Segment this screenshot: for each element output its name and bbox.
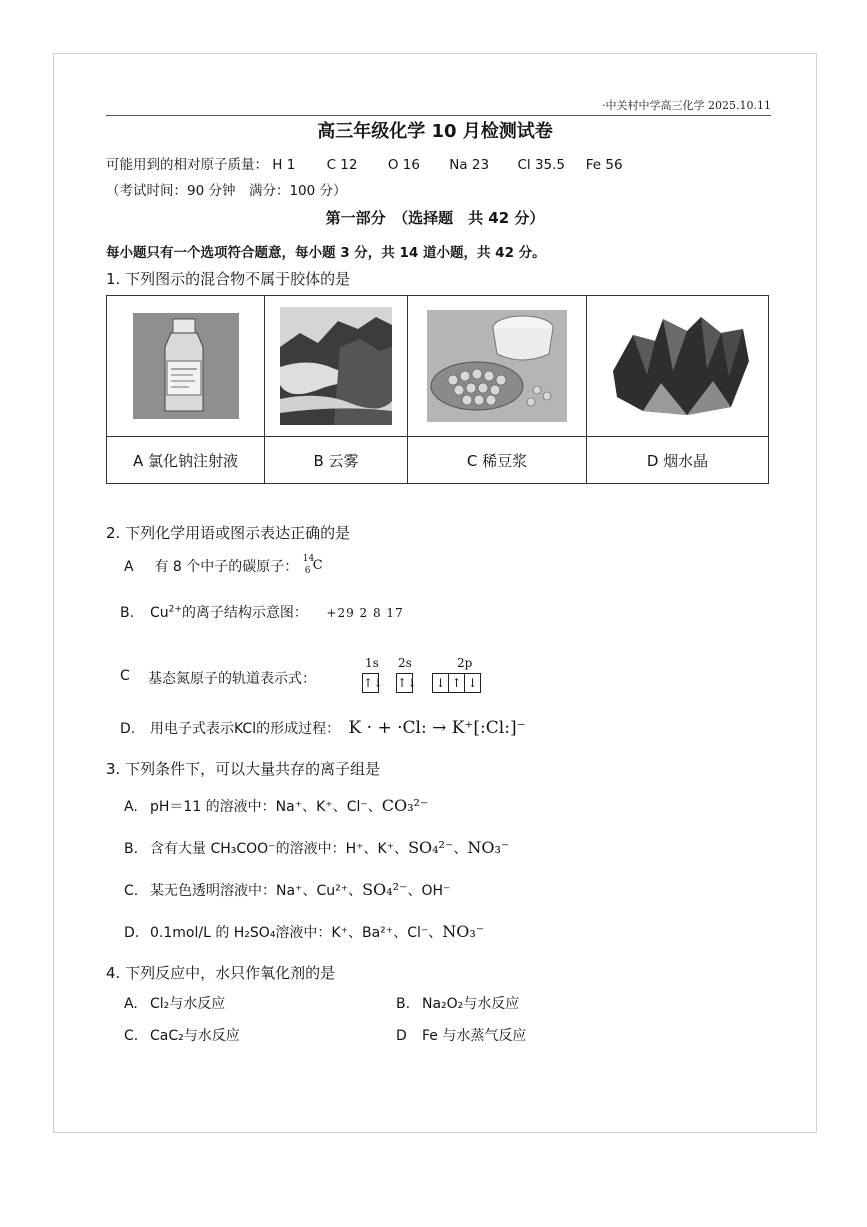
q3-d-text: 0.1mol/L 的 H₂SO₄溶液中：K⁺、Ba²⁺、Cl⁻、 xyxy=(150,925,443,941)
q1-stem: 1. 下列图示的混合物不属于胶体的是 xyxy=(106,270,351,288)
q3-a-text: pH＝11 的溶液中：Na⁺、K⁺、Cl⁻、 xyxy=(150,799,382,815)
q3-c-ion: SO₄²⁻ xyxy=(362,880,408,899)
q1-caption-c: C 稀豆浆 xyxy=(408,437,587,484)
q2-c-box-1s: ↑↓ xyxy=(362,673,379,693)
mass-na: Na 23 xyxy=(449,157,490,173)
q2-option-d xyxy=(120,718,526,738)
q3-c-tail: 、OH⁻ xyxy=(407,883,451,899)
q4-c-label: C. xyxy=(124,1028,139,1044)
q1-caption-d: D 烟水晶 xyxy=(587,437,769,484)
exam-page xyxy=(53,53,817,1133)
q2-b-charge: 2+ xyxy=(168,604,182,615)
q3-a-label: A. xyxy=(124,799,138,815)
q3-d-ion: NO₃⁻ xyxy=(442,922,485,941)
q2-b-ion: Cu xyxy=(150,605,169,621)
q2-a-mass-number: 14 xyxy=(302,554,315,564)
q2-b-text: 的离子结构示意图： xyxy=(181,605,308,621)
q2-a-label: A xyxy=(124,559,134,575)
q4-b-text: Na₂O₂与水反应 xyxy=(422,996,520,1012)
exam-title: 高三年级化学 10 月检测试卷 xyxy=(317,121,553,142)
q4-a-text: Cl₂与水反应 xyxy=(150,996,226,1012)
q2-d-electron-formula: K · + ·Cl: → K⁺[:Cl:]⁻ xyxy=(348,718,526,738)
q2-option-b xyxy=(120,602,404,622)
q2-c-orbital-2p: 2p xyxy=(457,656,473,670)
q2-d-label: D. xyxy=(120,721,136,737)
q2-c-box-2p-3: ↓ xyxy=(464,673,481,693)
q2-c-text: 基态氮原子的轨道表示式： xyxy=(148,671,316,687)
header-rule xyxy=(106,115,771,116)
mass-cl: Cl 35.5 xyxy=(517,157,566,173)
q1-image-a xyxy=(107,296,265,437)
mass-h: H 1 xyxy=(272,157,296,173)
q2-stem: 2. 下列化学用语或图示表达正确的是 xyxy=(106,524,351,542)
q4-stem: 4. 下列反应中，水只作氧化剂的是 xyxy=(106,964,336,982)
q2-a-text: 有 8 个中子的碳原子： xyxy=(154,559,299,575)
q1-image-d xyxy=(587,296,769,437)
q4-option-c xyxy=(124,1025,240,1045)
q2-option-a xyxy=(124,556,325,576)
part1-instructions: 每小题只有一个选项符合题意，每小题 3 分，共 14 道小题，共 42 分。 xyxy=(106,245,546,261)
q4-d-text: Fe 与水蒸气反应 xyxy=(422,1028,527,1044)
q3-c-text: 某无色透明溶液中：Na⁺、Cu²⁺、 xyxy=(150,883,363,899)
q2-a-atomic-number: 6 xyxy=(304,566,311,576)
q2-a-nuclide xyxy=(302,554,325,576)
q4-a-label: A. xyxy=(124,996,138,1012)
saline-bottle-image xyxy=(133,313,239,419)
q3-b-label: B. xyxy=(124,841,139,857)
q3-stem: 3. 下列条件下，可以大量共存的离子组是 xyxy=(106,760,381,778)
q3-option-c xyxy=(124,880,450,900)
school-date-line: ·中关村中学高三化学 2025.10.11 xyxy=(602,99,771,112)
atomic-mass-line xyxy=(106,153,623,173)
mass-c: C 12 xyxy=(326,157,358,173)
q1-image-c xyxy=(408,296,587,437)
q4-c-text: CaC₂与水反应 xyxy=(150,1028,240,1044)
exam-info: （考试时间：90 分钟 满分：100 分） xyxy=(106,183,347,199)
q1-caption-b: B 云雾 xyxy=(265,437,408,484)
q4-option-b xyxy=(396,993,519,1013)
q3-option-b xyxy=(124,838,509,858)
mass-fe: Fe 56 xyxy=(585,157,623,173)
q2-c-box-2p-1: ↓ xyxy=(432,673,449,693)
q3-b-separator: 、 xyxy=(453,841,468,857)
q2-c-orbital-2s: 2s xyxy=(398,656,412,670)
q2-c-orbital-1s: 1s xyxy=(365,656,379,670)
q3-b-ion-sulfate: SO₄²⁻ xyxy=(408,838,454,857)
q2-a-symbol: C xyxy=(312,558,323,573)
q2-b-label: B. xyxy=(120,605,135,621)
q3-a-ion: CO₃²⁻ xyxy=(381,796,429,815)
q3-c-label: C. xyxy=(124,883,139,899)
q4-option-d xyxy=(396,1025,526,1045)
q4-b-label: B. xyxy=(396,996,411,1012)
q2-option-c xyxy=(120,656,540,696)
q3-option-a xyxy=(124,796,428,816)
mass-o: O 16 xyxy=(387,157,420,173)
q3-option-d xyxy=(124,922,484,942)
q2-c-box-2s: ↑↓ xyxy=(396,673,413,693)
q3-b-ion-nitrate: NO₃⁻ xyxy=(467,838,510,857)
cloud-mist-image xyxy=(280,307,392,425)
q2-d-text: 用电子式表示KCl的形成过程： xyxy=(150,721,341,737)
q4-option-a xyxy=(124,993,225,1013)
q1-caption-a: A 氯化钠注射液 xyxy=(107,437,265,484)
q3-b-text: 含有大量 CH₃COO⁻的溶液中：H⁺、K⁺、 xyxy=(150,841,409,857)
part1-title: 第一部分 （选择题 共 42 分） xyxy=(325,209,545,227)
q1-image-b xyxy=(265,296,408,437)
q2-c-label: C xyxy=(120,668,130,684)
smoky-quartz-image xyxy=(603,311,753,421)
q4-d-label: D xyxy=(396,1028,407,1044)
q2-c-box-2p-2: ↑ xyxy=(448,673,465,693)
q2-b-structure-diagram: +29 2 8 17 xyxy=(326,606,404,620)
q3-d-label: D. xyxy=(124,925,140,941)
soy-milk-image xyxy=(427,310,567,422)
atomic-mass-label: 可能用到的相对原子质量： xyxy=(106,157,268,173)
q1-image-table xyxy=(106,295,769,484)
